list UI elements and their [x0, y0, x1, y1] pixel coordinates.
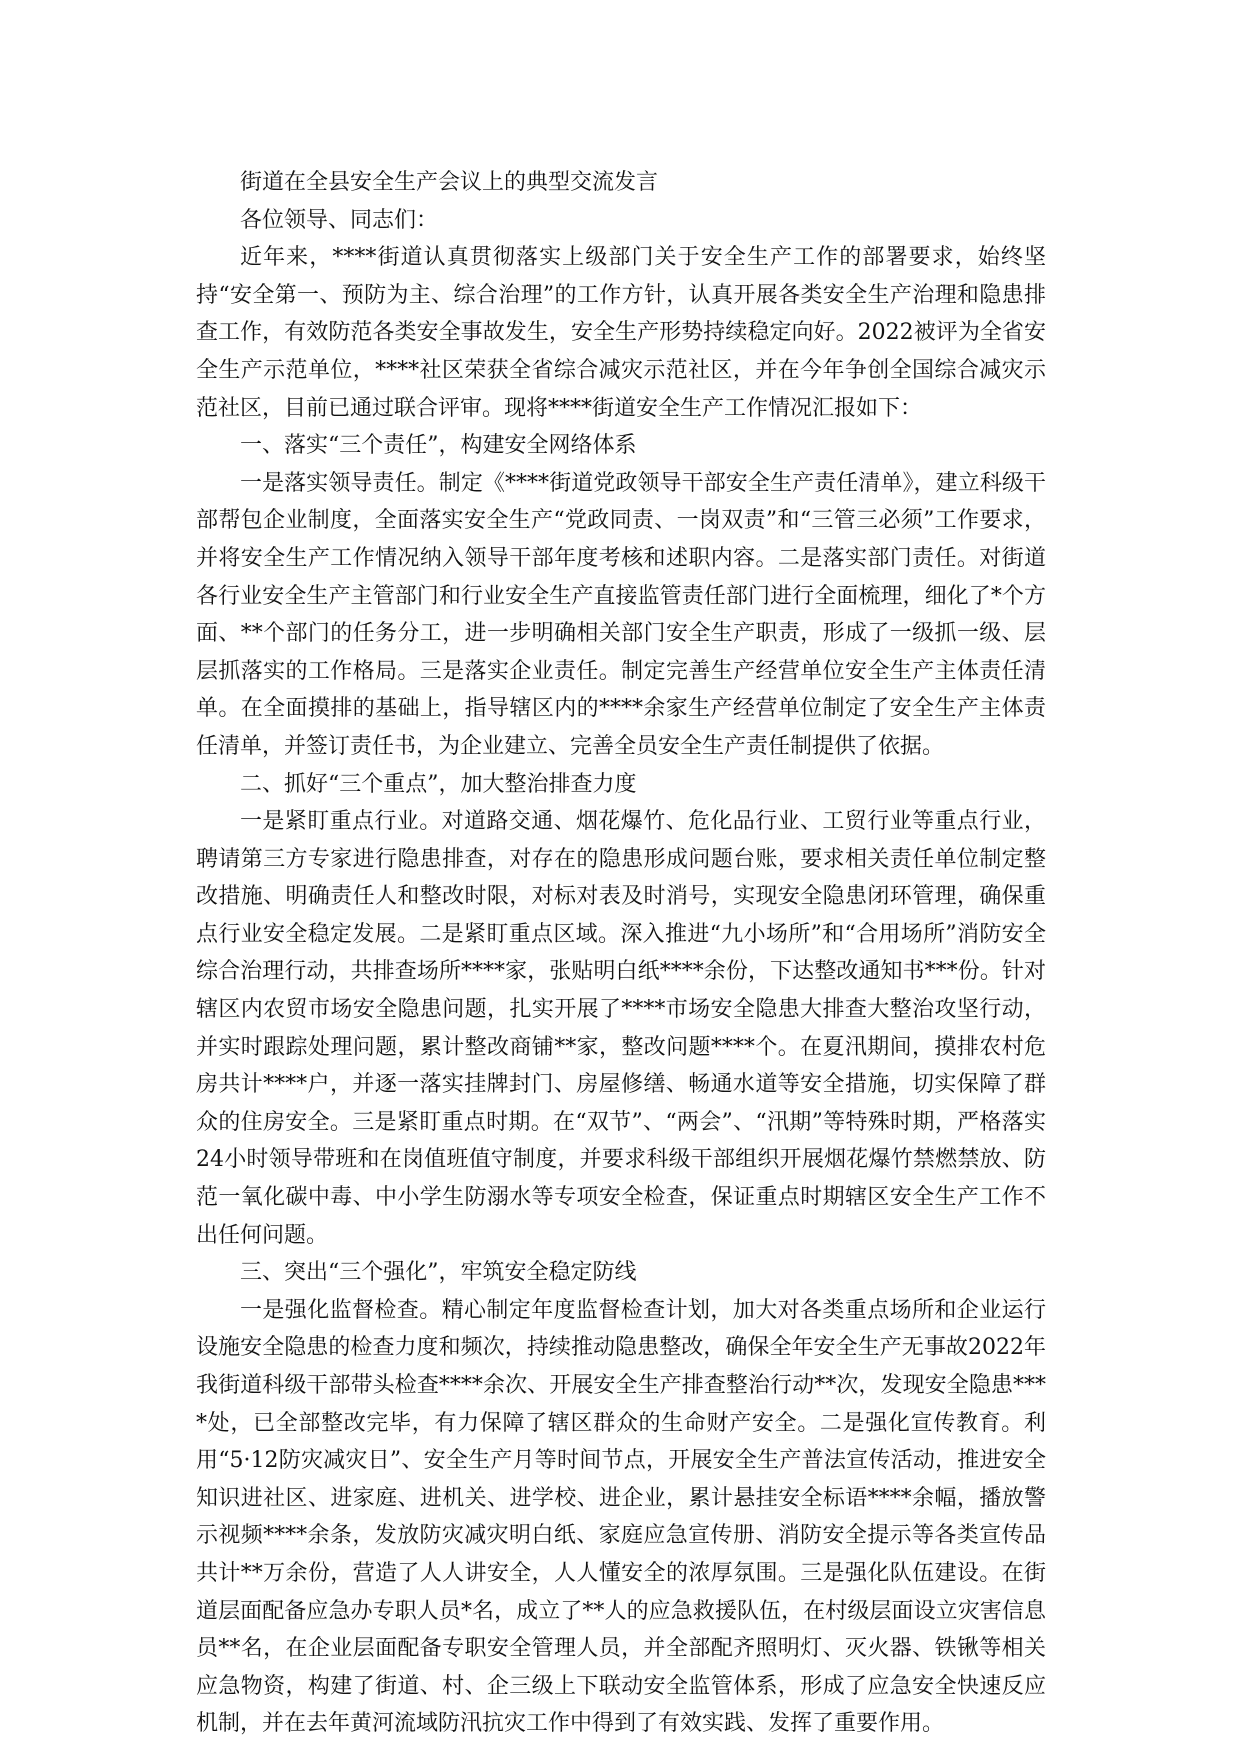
- section-heading-1: 一、落实“三个责任”，构建安全网络体系: [240, 433, 637, 459]
- section-heading-2: 二、抓好“三个重点”，加大整治排查力度: [240, 771, 637, 797]
- paragraph-section-3: 一是强化监督检查。精心制定年度监督检查计划，加大对各类重点场所和企业运行设施安全隐患的检查力度和频次，持续推动隐患整改，确保全年安全生产无事故2022年我街道科级干部带头检查****余次、开展安全生产排查整治行动**次，发现安全隐患****处，已全部整改完毕，有力保障了辖区群众的生命财产安全。二是强化宣传教育。利用“5·12防灾减灾日”、安全生产月等时间节点，开展安全生产普法宣传活动，推进安全知识进社区、进家庭、进机关、进学校、进企业，累计悬挂安全标语****余幅，播放警示视频****余条，发放防灾减灾明白纸、家庭应急宣传册、消防安全提示等各类宣传品共计**万余份，营造了人人讲安全，人人懂安全的浓厚氛围。三是强化队伍建设。在街道层面配备应急办专职人员*名，成立了**人的应急救援队伍，在村级层面设立灾害信息员**名，在企业层面配备专职安全管理人员，并全部配齐照明灯、灭火器、铁锹等相关应急物资，构建了街道、村、企三级上下联动安全监管体系，形成了应急安全快速反应机制，并在去年黄河流域防汛抗灾工作中得到了有效实践、发挥了重要作用。: [196, 1297, 1046, 1737]
- section-heading-3: 三、突出“三个强化”，牢筑安全稳定防线: [240, 1260, 637, 1286]
- document-body: [196, 164, 1046, 1743]
- paragraph-section-1: 一是落实领导责任。制定《****街道党政领导干部安全生产责任清单》，建立科级干部帮包企业制度，全面落实安全生产“党政同责、一岗双责”和“三管三必须”工作要求，并将安全生产工作情况纳入领导干部年度考核和述职内容。二是落实部门责任。对街道各行业安全生产主管部门和行业安全生产直接监管责任部门进行全面梳理，细化了*个方面、**个部门的任务分工，进一步明确相关部门安全生产职责，形成了一级抓一级、层层抓落实的工作格局。三是落实企业责任。制定完善生产经营单位安全生产主体责任清单。在全面摸排的基础上，指导辖区内的****余家生产经营单位制定了安全生产主体责任清单，并签订责任书，为企业建立、完善全员安全生产责任制提供了依据。: [196, 470, 1046, 759]
- salutation: 各位领导、同志们：: [240, 207, 439, 233]
- paragraph-section-2: 一是紧盯重点行业。对道路交通、烟花爆竹、危化品行业、工贸行业等重点行业，聘请第三方专家进行隐患排查，对存在的隐患形成问题台账，要求相关责任单位制定整改措施、明确责任人和整改时限，对标对表及时消号，实现安全隐患闭环管理，确保重点行业安全稳定发展。二是紧盯重点区域。深入推进“九小场所”和“合用场所”消防安全综合治理行动，共排查场所****家，张贴明白纸****余份，下达整改通知书***份。针对辖区内农贸市场安全隐患问题，扎实开展了****市场安全隐患大排查大整治攻坚行动，并实时跟踪处理问题，累计整改商铺**家，整改问题****个。在夏汛期间，摸排农村危房共计****户，并逐一落实挂牌封门、房屋修缮、畅通水道等安全措施，切实保障了群众的住房安全。三是紧盯重点时期。在“双节”、“两会”、“汛期”等特殊时期，严格落实24小时领导带班和在岗值班值守制度，并要求科级干部组织开展烟花爆竹禁燃禁放、防范一氧化碳中毒、中小学生防溺水等专项安全检查，保证重点时期辖区安全生产工作不出任何问题。: [196, 809, 1046, 1248]
- paragraph-intro: 近年来，****街道认真贯彻落实上级部门关于安全生产工作的部署要求，始终坚持“安全第一、预防为主、综合治理”的工作方针，认真开展各类安全生产治理和隐患排查工作，有效防范各类安全事故发生，安全生产形势持续稳定向好。2022被评为全省安全生产示范单位，****社区荣获全省综合减灾示范社区，并在今年争创全国综合减灾示范社区，目前已通过联合评审。现将****街道安全生产工作情况汇报如下：: [196, 245, 1046, 421]
- document-title: 街道在全县安全生产会议上的典型交流发言: [240, 170, 659, 195]
